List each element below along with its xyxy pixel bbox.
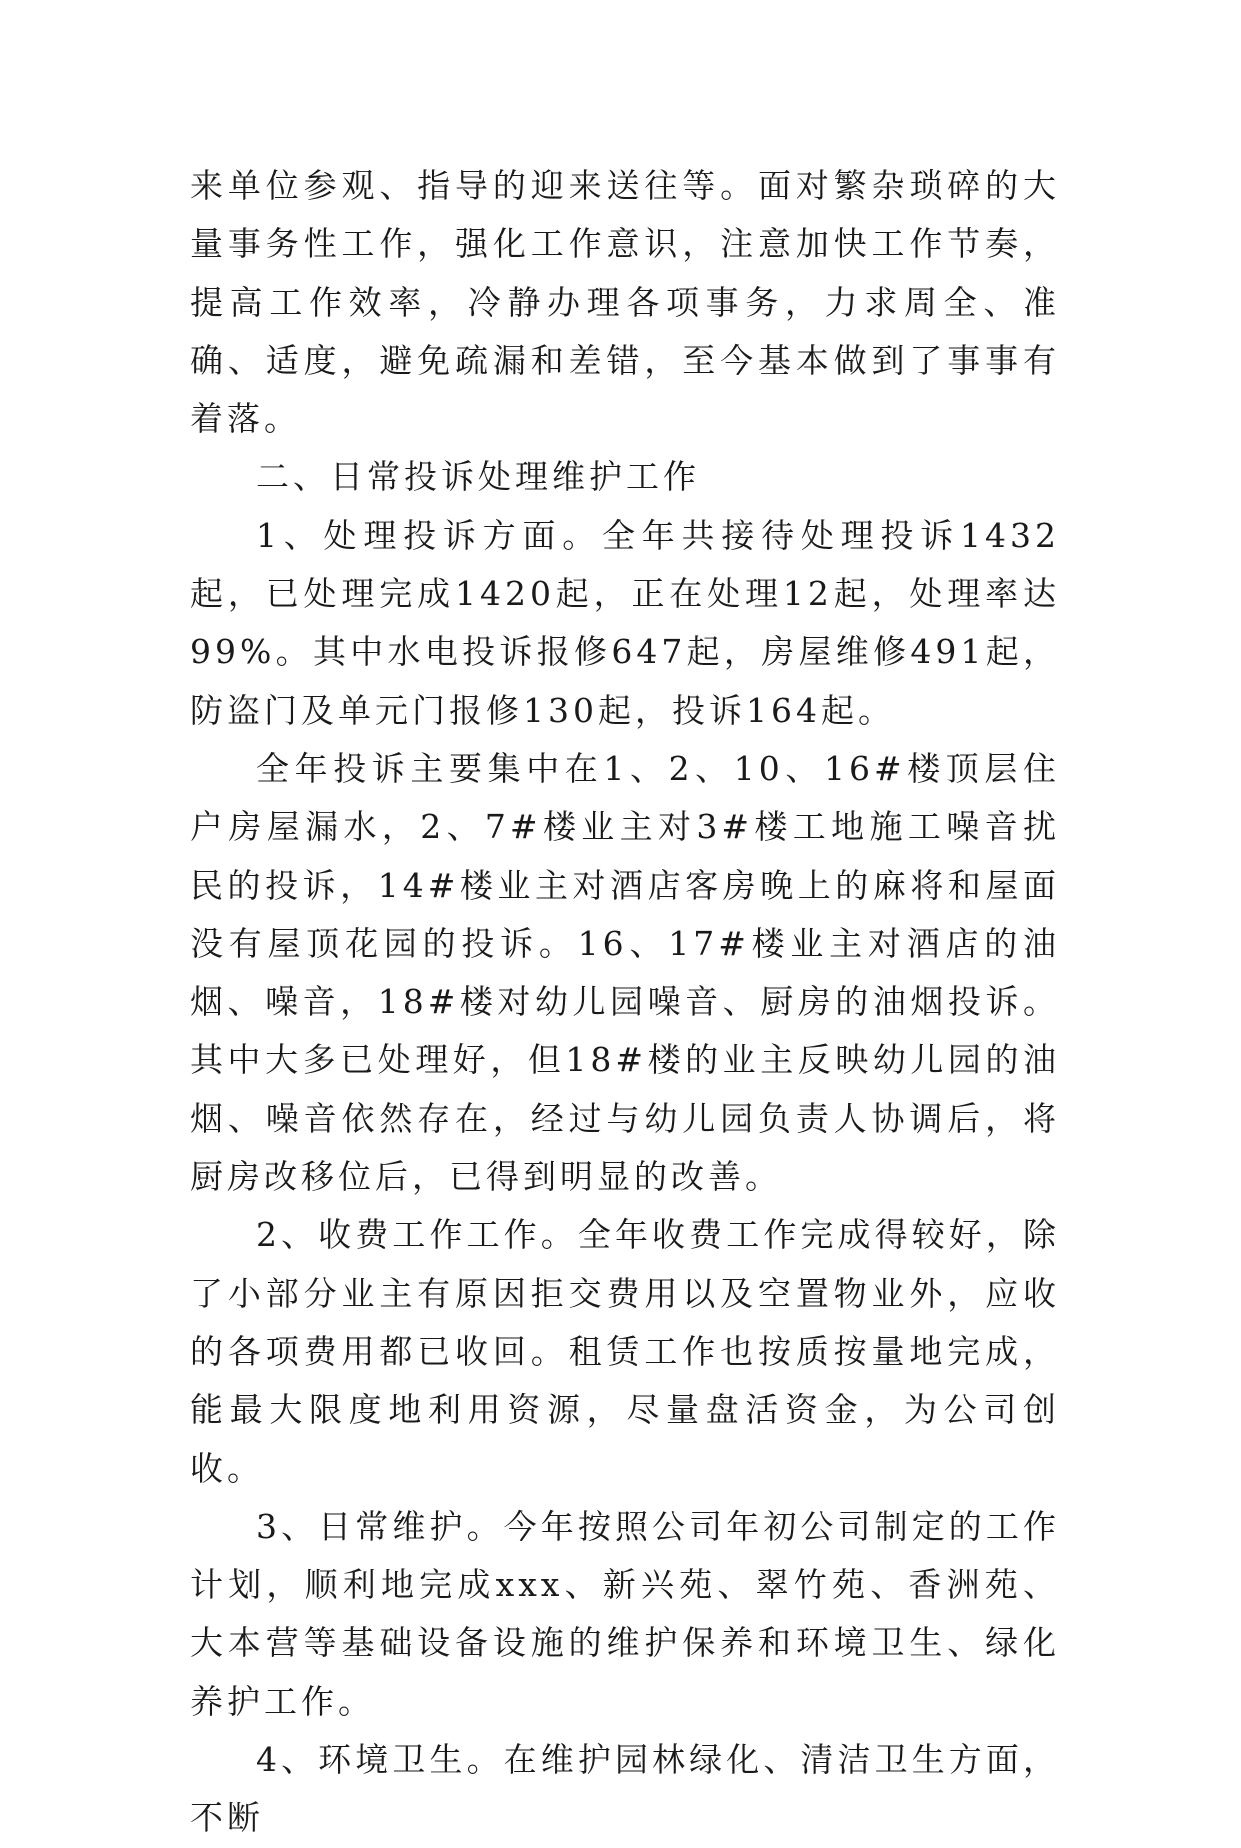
paragraph-fee-collection: 2、收费工作工作。全年收费工作完成得较好，除了小部分业主有原因拒交费用以及空置物业外，应收的各项费用都已收回。租赁工作也按质按量地完成，能最大限度地利用资源，尽量盘活资金，为公司创收。 xyxy=(190,1215,1060,1488)
paragraph-environmental-hygiene: 4、环境卫生。在维护园林绿化、清洁卫生方面，不断 xyxy=(190,1740,1060,1838)
paragraph-complaint-summary: 全年投诉主要集中在1、2、10、16#楼顶层住户房屋漏水，2、7#楼业主对3#楼工地施工噪音扰民的投诉，14#楼业主对酒店客房晚上的麻将和屋面没有屋顶花园的投诉。16、17#楼业主对酒店的油烟、噪音，18#楼对幼儿园噪音、厨房的油烟投诉。其中大多已处理好，但18#楼的业主反映幼儿园的油烟、噪音依然存在，经过与幼儿园负责人协调后，将厨房改移位后，已得到明显的改善。 xyxy=(190,748,1060,1197)
paragraph-daily-maintenance: 3、日常维护。今年按照公司年初公司制定的工作计划，顺利地完成xxx、新兴苑、翠竹苑、香洲苑、大本营等基础设备设施的维护保养和环境卫生、绿化养护工作。 xyxy=(190,1506,1060,1721)
section-heading-complaints: 二、日常投诉处理维护工作 xyxy=(256,457,700,497)
paragraph-office-affairs: 来单位参观、指导的迎来送往等。面对繁杂琐碎的大量事务性工作，强化工作意识，注意加快工作节奏，提高工作效率，冷静办理各项事务，力求周全、准确、适度，避免疏漏和差错，至今基本做到了事事有着落。 xyxy=(190,166,1060,439)
document-body xyxy=(190,157,1060,1848)
paragraph-complaint-handling: 1、处理投诉方面。全年共接待处理投诉1432起，已处理完成1420起，正在处理12起，处理率达99%。其中水电投诉报修647起，房屋维修491起，防盗门及单元门报修130起，投诉164起。 xyxy=(190,515,1060,730)
